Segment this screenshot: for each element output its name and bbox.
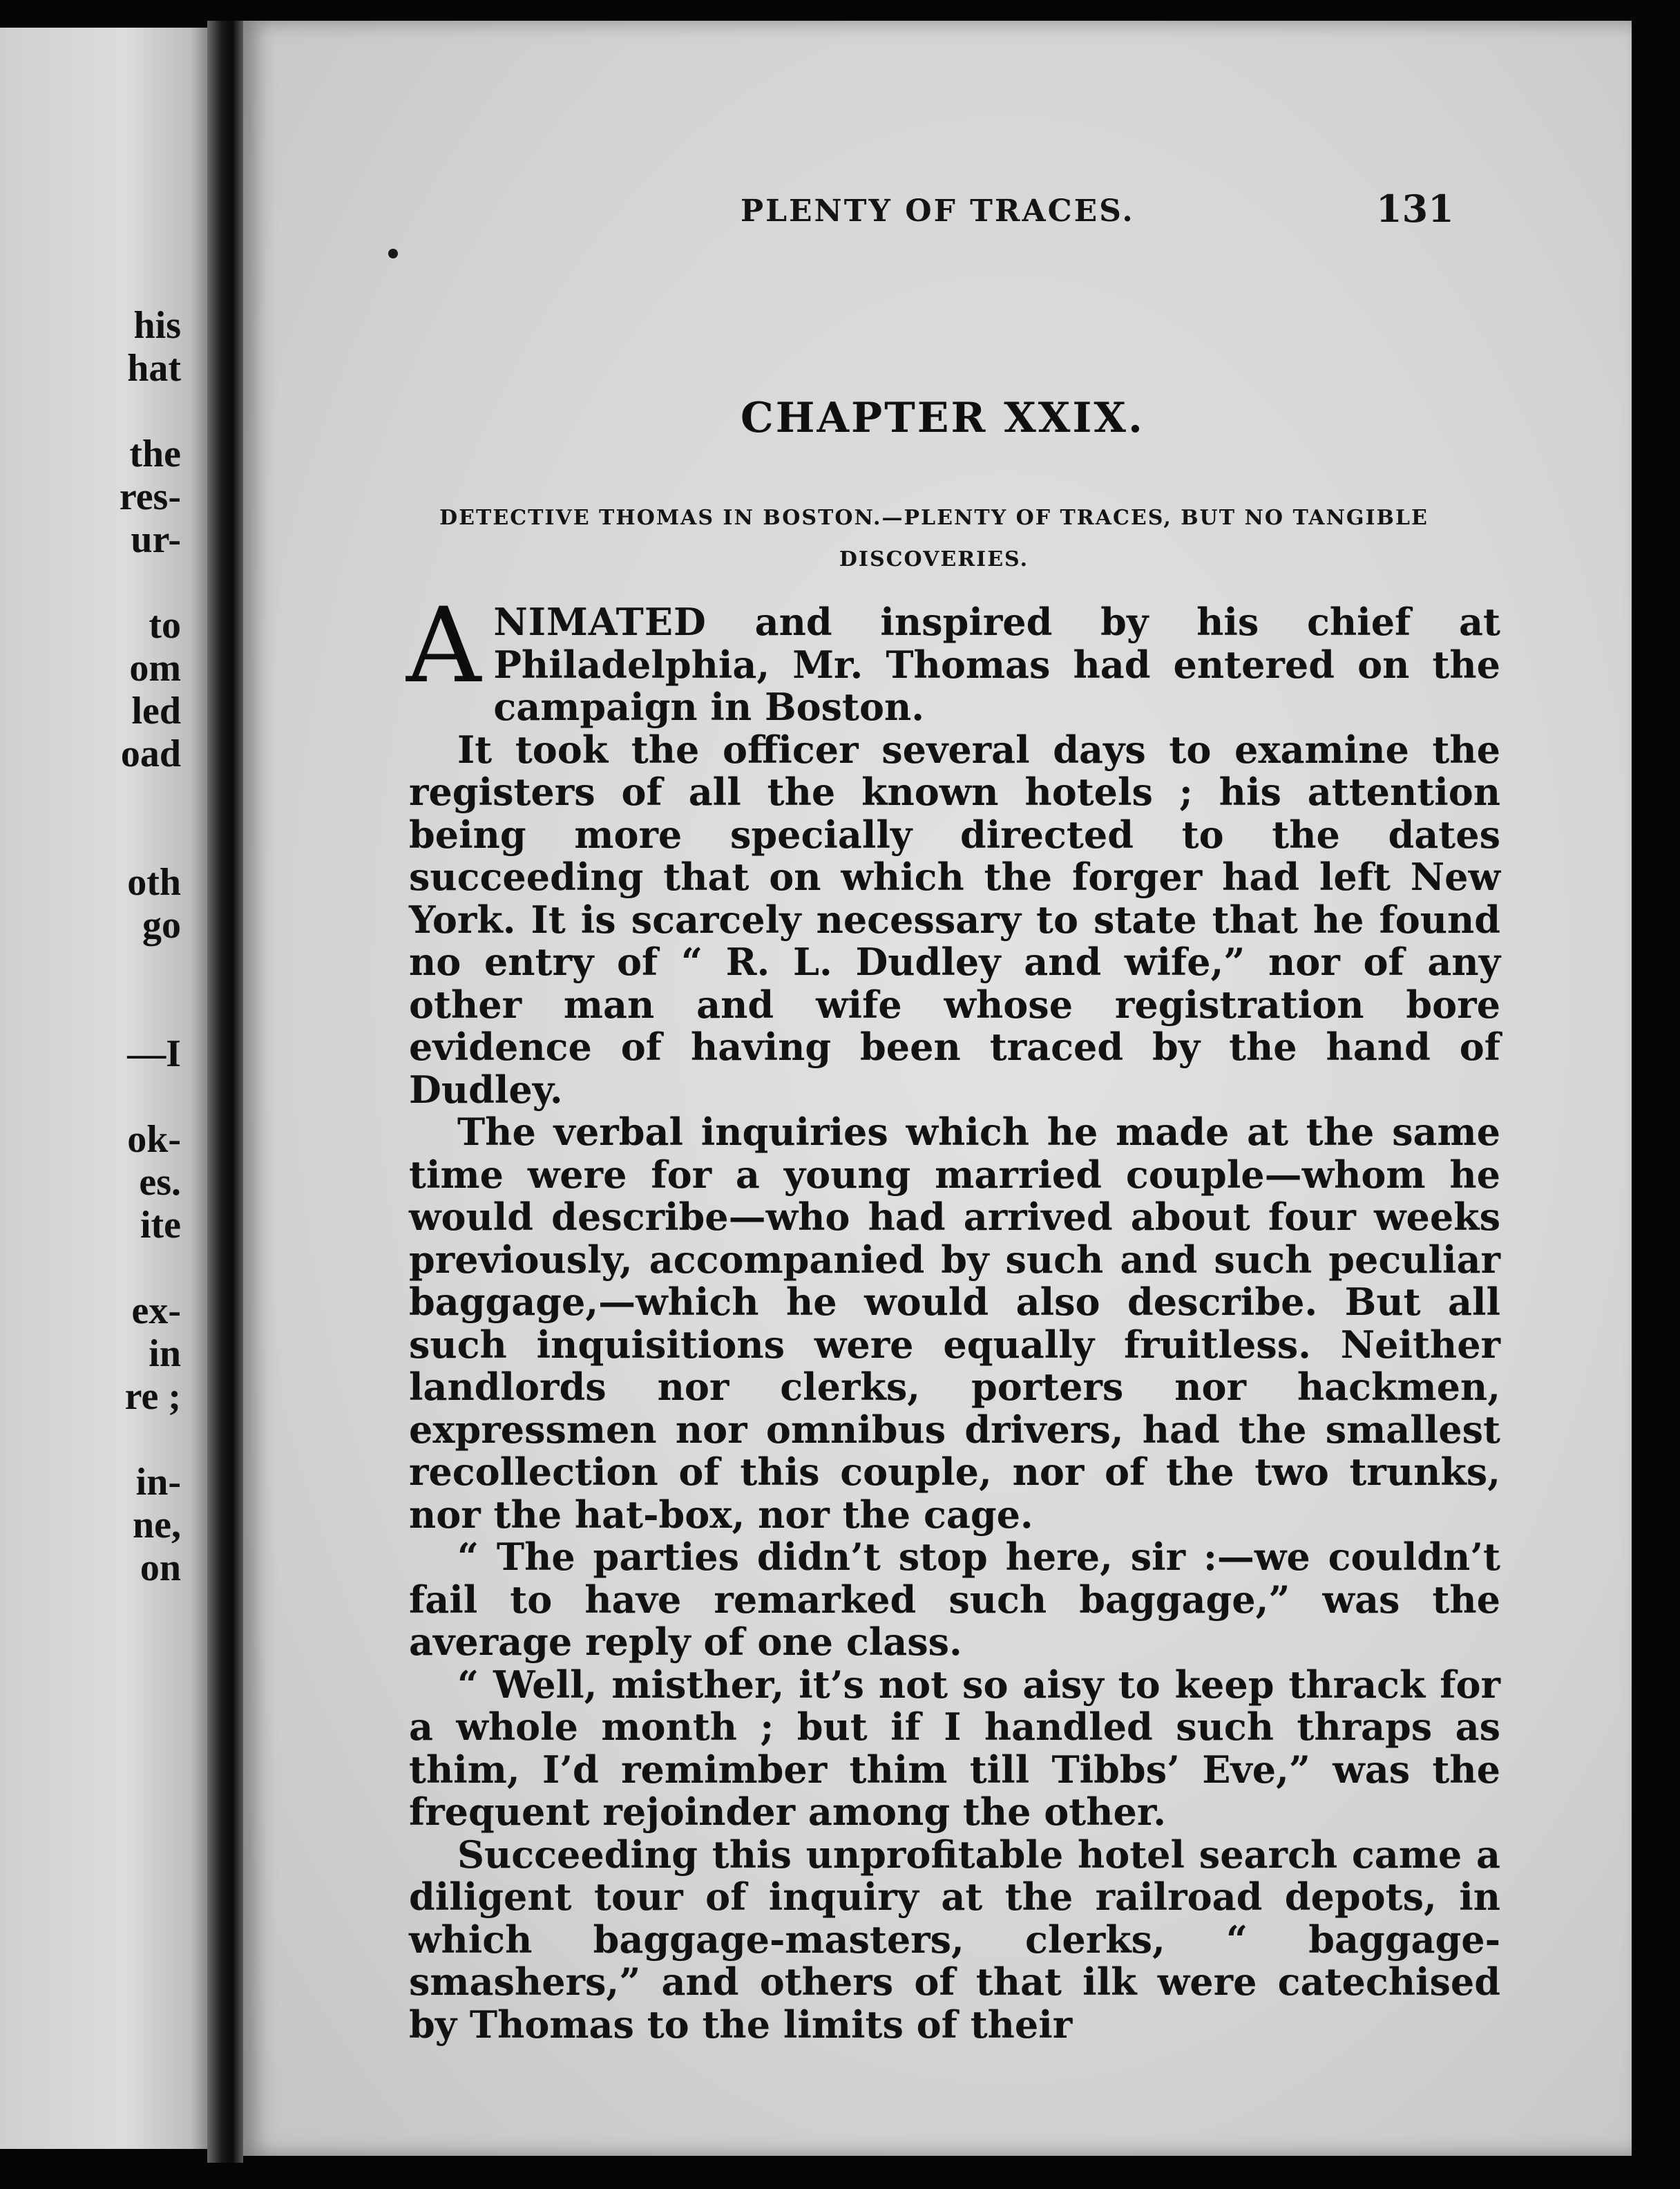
- fragment-line: [120, 989, 181, 1032]
- previous-page-fragment: [0, 28, 207, 2149]
- fragment-line: es.: [139, 1161, 181, 1204]
- fragment-line: [120, 1418, 181, 1461]
- fragment-line: led: [131, 690, 181, 732]
- paragraph-lead: NIMATED: [493, 600, 707, 644]
- fragment-line: [120, 1075, 181, 1118]
- paragraph: “ Well, misther, it’s not so aisy to keep thrack for a whole month ; but if I handled such thraps as thim, I’d remimber thim till Tibbs’ Eve,” was the frequent rejoinder among the other.: [409, 1662, 1500, 1834]
- fragment-line: res-: [119, 475, 181, 518]
- fragment-line: re ;: [124, 1375, 181, 1418]
- fragment-line: hat: [127, 347, 181, 390]
- fragment-line: om: [129, 647, 181, 690]
- fragment-line: ite: [140, 1204, 181, 1247]
- fragment-line: his: [133, 304, 181, 347]
- fragment-line: the: [129, 433, 181, 475]
- fragment-line: [120, 947, 181, 989]
- running-head: PLENTY OF TRACES.: [741, 193, 1135, 229]
- print-speck: [388, 249, 398, 258]
- book-page: [243, 21, 1632, 2156]
- chapter-body: [406, 586, 1500, 2047]
- chapter-title: CHAPTER XXIX.: [741, 394, 1145, 442]
- drop-cap: A: [406, 586, 481, 706]
- fragment-line: ex-: [131, 1289, 181, 1332]
- fragment-line: on: [140, 1546, 181, 1589]
- paragraph: [406, 586, 1500, 729]
- fragment-line: go: [142, 904, 181, 947]
- fragment-line: in: [149, 1332, 181, 1375]
- fragment-line: [120, 1247, 181, 1289]
- fragment-line: ok-: [127, 1118, 181, 1161]
- paragraph: The verbal inquiries which he made at the same time were for a young married couple—whom he would describe—who had arrived about four weeks previously, accompanied by such and such peculiar baggage,—which he would also describe. But all such inquisitions were equally fruitless. Neither landlords nor clerks, porters nor hackmen, expressmen nor omnibus drivers, had the smallest recollection of this couple, nor of the two trunks, nor the hat-box, nor the cage.: [409, 1110, 1500, 1537]
- fragment-line: ur-: [131, 518, 181, 561]
- chapter-subtitle: DETECTIVE THOMAS IN BOSTON.—PLENTY OF TRACES, BUT NO TANGIBLE DISCOVERIES.: [439, 506, 1429, 571]
- fragment-line: oth: [127, 861, 181, 904]
- fragment-line: ne,: [133, 1504, 181, 1546]
- paragraph-text: and inspired by his chief at Philadelphia, Mr. Thomas had entered on the campaign in Boston.: [493, 600, 1500, 729]
- paragraph: It took the officer several days to examine the registers of all the known hotels ; his attention being more specially directed to the dates succeeding that on which the forger had left New York. It is scarcely necessary to state that he found no entry of “ R. L. Dudley and wife,” nor of any other man and wife whose registration bore evidence of having been traced by the hand of Dudley.: [409, 727, 1500, 1112]
- fragment-line: [120, 775, 181, 818]
- fragment-line: in-: [135, 1461, 181, 1504]
- fragment-line: [120, 818, 181, 861]
- fragment-line: oad: [120, 732, 181, 775]
- fragment-line: to: [149, 604, 181, 647]
- paragraph: “ The parties didn’t stop here, sir :—we couldn’t fail to have remarked such baggage,” was the average reply of one class.: [409, 1535, 1500, 1664]
- book-gutter: [207, 21, 243, 2163]
- fragment-line: —I: [127, 1032, 181, 1075]
- paragraph: Succeeding this unprofitable hotel search came a diligent tour of inquiry at the railroad depots, in which baggage-masters, clerks, “ baggage-smashers,” and others of that ilk were catechised by Thomas to the limits of their: [409, 1832, 1500, 2047]
- page-number: 131: [1376, 187, 1454, 231]
- fragment-line: [120, 561, 181, 604]
- fragment-line: [120, 390, 181, 433]
- previous-page-text-fragments: [120, 304, 181, 1589]
